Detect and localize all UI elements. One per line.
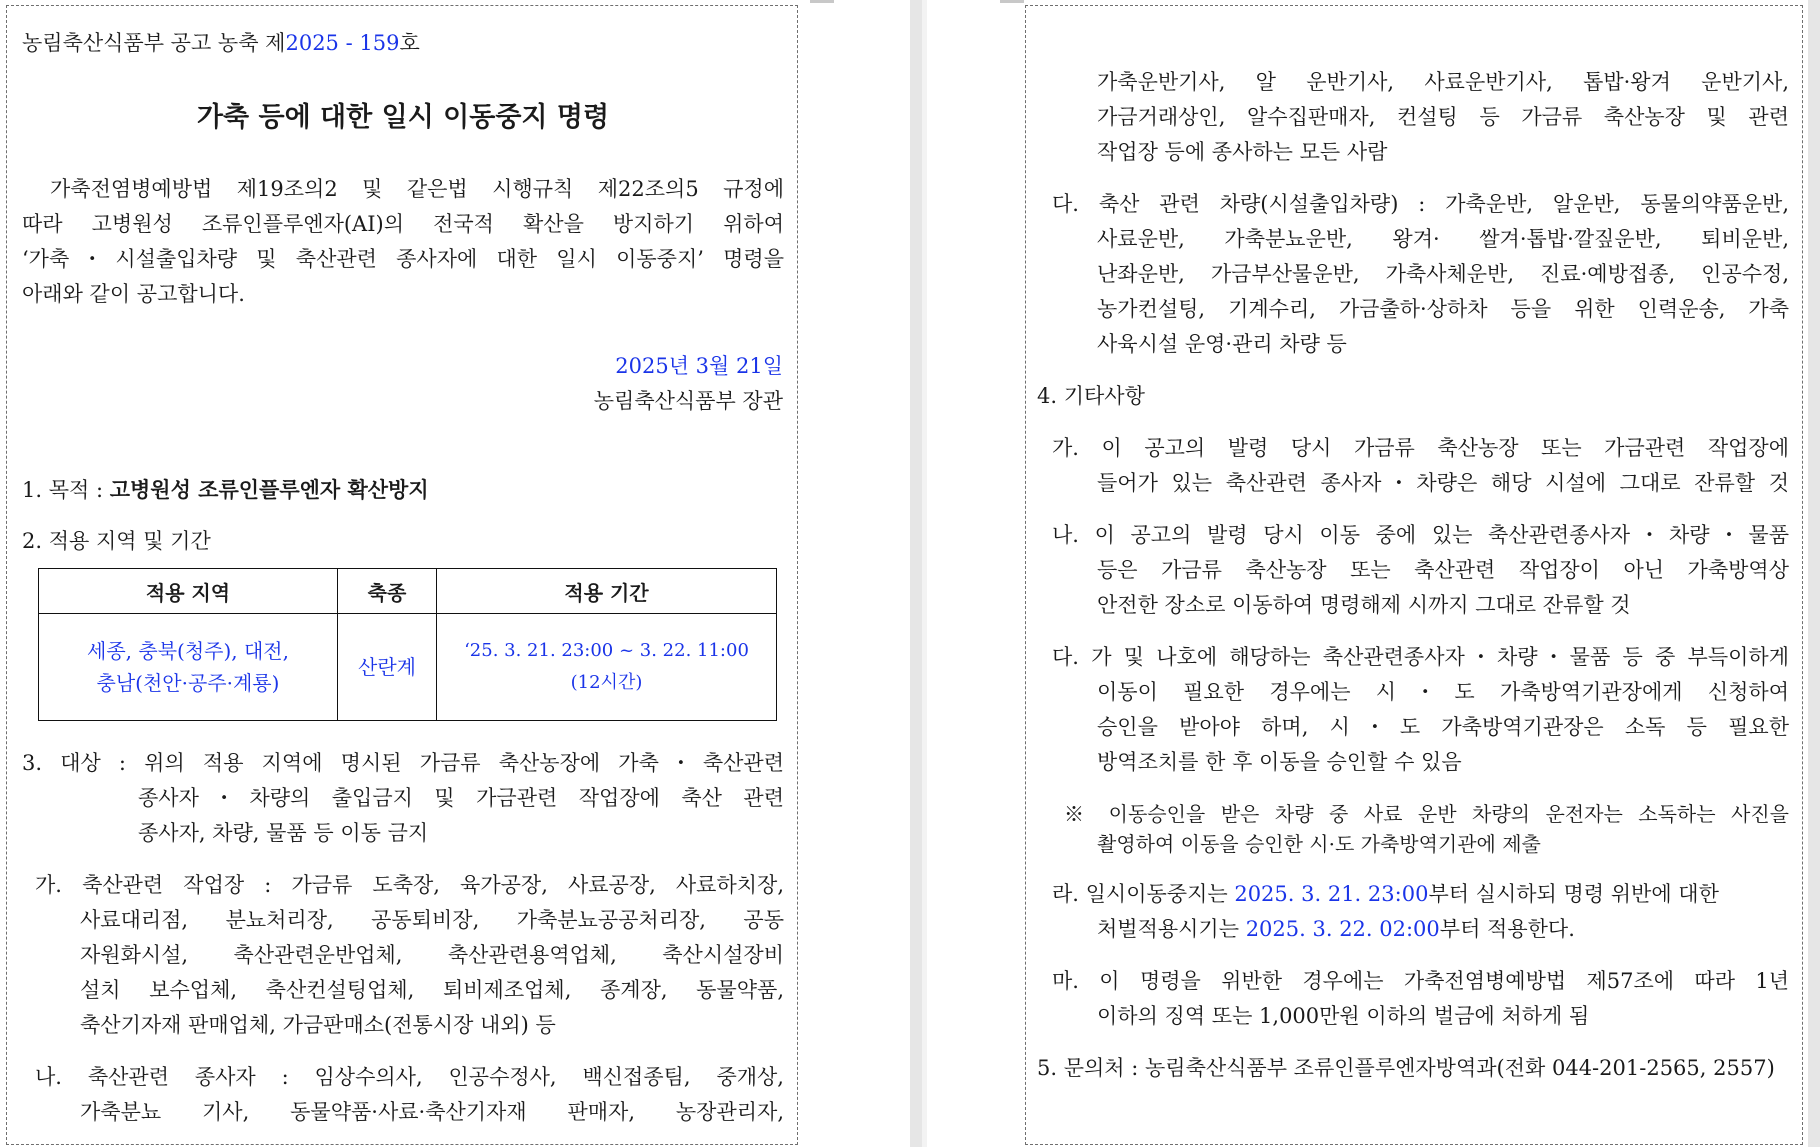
etc-heading: 4. 기타사항 bbox=[1037, 384, 1145, 408]
area-period-table bbox=[38, 568, 777, 721]
ra-line-2 bbox=[1097, 912, 1575, 947]
etc-da-line-1: 다. 가 및 나호에 해당하는 축산관련종사자・차량・물품 등 중 부득이하게 bbox=[1052, 645, 1789, 669]
vehicle-line-3: 난좌운반, 가금부산물운반, 가축사체운반, 진료·예방접종, 인공수정, bbox=[1097, 262, 1789, 286]
page-gutter-shadow bbox=[922, 0, 927, 1147]
worker-cont-line-2: 가금거래상인, 알수집판매자, 컨설팅 등 가금류 축산농장 및 관련 bbox=[1097, 105, 1789, 129]
table-cell-region bbox=[39, 614, 338, 721]
region-line-1: 세종, 충북(청주), 대전, bbox=[87, 639, 289, 663]
notice-date: 2025년 3월 21일 bbox=[615, 354, 783, 378]
ra-text-d: 부터 적용한다. bbox=[1439, 917, 1575, 941]
workplace-line-1: 가. 축산관련 작업장 : 가금류 도축장, 육가공장, 사료공장, 사료하치장, bbox=[35, 873, 784, 897]
purpose-label: 1. 목적 : bbox=[22, 478, 110, 502]
intro-line-3: ‘가축・시설출입차량 및 축산관련 종사자에 대한 일시 이동중지’ 명령을 bbox=[22, 247, 784, 271]
ma-line-1: 마. 이 명령을 위반한 경우에는 가축전염병예방법 제57조에 따라 1년 bbox=[1052, 969, 1789, 993]
worker-line-1: 나. 축산관련 종사자 : 임상수의사, 인공수정사, 백신접종팀, 중개상, bbox=[35, 1065, 784, 1089]
intro-line-1: 가축전염병예방법 제19조의2 및 같은법 시행규칙 제22조의5 규정에 bbox=[50, 177, 784, 201]
page-top-mark bbox=[1000, 0, 1024, 3]
ra-text-c: 처벌적용시기는 bbox=[1097, 917, 1246, 941]
table-cell-species: 산란계 bbox=[338, 614, 437, 721]
note-line-2: 촬영하여 이동을 승인한 시·도 가축방역기관에 제출 bbox=[1097, 832, 1541, 856]
vehicle-line-1: 다. 축산 관련 차량(시설출입차량) : 가축운반, 알운반, 동물의약품운반, bbox=[1052, 192, 1789, 216]
period-line-1: ‘25. 3. 21. 23:00 ~ 3. 22. 11:00 bbox=[464, 640, 749, 661]
ra-line-1 bbox=[1052, 877, 1789, 912]
period-line-2: (12시간) bbox=[570, 672, 643, 693]
notice-number bbox=[22, 26, 420, 61]
notice-prefix: 농림축산식품부 공고 농축 제 bbox=[22, 31, 286, 55]
purpose-line bbox=[22, 472, 429, 508]
etc-na-line-2: 등은 가금류 축산농장 또는 축산관련 작업장이 아닌 가축방역상 bbox=[1097, 558, 1789, 582]
workplace-line-4: 설치 보수업체, 축산컨설팅업체, 퇴비제조업체, 종계장, 동물약품, bbox=[80, 978, 784, 1002]
area-heading: 2. 적용 지역 및 기간 bbox=[22, 529, 211, 553]
table-cell-period bbox=[437, 614, 777, 721]
intro-line-2: 따라 고병원성 조류인플루엔자(AI)의 전국적 확산을 방지하기 위하여 bbox=[22, 212, 784, 236]
target-line-1: 3. 대상 : 위의 적용 지역에 명시된 가금류 축산농장에 가축・축산관련 bbox=[22, 751, 784, 775]
document-title: 가축 등에 대한 일시 이동중지 명령 bbox=[196, 102, 610, 133]
vehicle-line-5: 사육시설 운영·관리 차량 등 bbox=[1097, 332, 1347, 356]
region-line-2: 충남(천안·공주·계룡) bbox=[96, 671, 280, 695]
notice-signer: 농림축산식품부 장관 bbox=[593, 389, 783, 413]
ra-penalty-time: 2025. 3. 22. 02:00 bbox=[1245, 917, 1440, 941]
etc-da-line-2: 이동이 필요한 경우에는 시・도 가축방역기관장에게 신청하여 bbox=[1097, 680, 1789, 704]
table-header-region: 적용 지역 bbox=[39, 569, 338, 614]
ra-text-a: 라. 일시이동중지는 bbox=[1052, 882, 1235, 906]
worker-line-2: 가축분뇨 기사, 동물약품·사료·축산기자재 판매자, 농장관리자, bbox=[80, 1100, 784, 1124]
vehicle-line-2: 사료운반, 가축분뇨운반, 왕겨· 쌀겨·톱밥·깔짚운반, 퇴비운반, bbox=[1097, 227, 1789, 251]
target-line-2: 종사자・차량의 출입금지 및 가금관련 작업장에 축산 관련 bbox=[138, 786, 784, 810]
ra-start-time: 2025. 3. 21. 23:00 bbox=[1234, 882, 1429, 906]
etc-na-line-3: 안전한 장소로 이동하여 명령해제 시까지 그대로 잔류할 것 bbox=[1097, 593, 1631, 617]
target-line-3: 종사자, 차량, 물품 등 이동 금지 bbox=[138, 821, 429, 845]
etc-na-line-1: 나. 이 공고의 발령 당시 이동 중에 있는 축산관련종사자・차량・물품 bbox=[1052, 523, 1789, 547]
table-row bbox=[39, 614, 777, 721]
page-gutter-left bbox=[910, 0, 922, 1147]
intro-line-4: 아래와 같이 공고합니다. bbox=[22, 282, 245, 306]
vehicle-line-4: 농가컨설팅, 기계수리, 가금출하·상하차 등을 위한 인력운송, 가축 bbox=[1097, 297, 1789, 321]
page-gutter-right bbox=[1808, 0, 1820, 1147]
ma-line-2: 이하의 징역 또는 1,000만원 이하의 벌금에 처하게 됨 bbox=[1097, 1004, 1590, 1028]
contact-line: 5. 문의처 : 농림축산식품부 조류인플루엔자방역과(전화 044-201-2565, 2557) bbox=[1037, 1056, 1775, 1080]
etc-da-line-3: 승인을 받아야 하며, 시・도 가축방역기관장은 소독 등 필요한 bbox=[1097, 715, 1789, 739]
document-page-2 bbox=[1025, 5, 1803, 1145]
ra-text-b: 부터 실시하되 명령 위반에 대한 bbox=[1428, 882, 1719, 906]
table-header-period: 적용 기간 bbox=[437, 569, 777, 614]
notice-suffix: 호 bbox=[399, 31, 420, 55]
worker-cont-line-1: 가축운반기사, 알 운반기사, 사료운반기사, 톱밥·왕겨 운반기사, bbox=[1097, 70, 1789, 94]
table-header-species: 축종 bbox=[338, 569, 437, 614]
workplace-line-5: 축산기자재 판매업체, 가금판매소(전통시장 내외) 등 bbox=[80, 1013, 556, 1037]
etc-da-line-4: 방역조치를 한 후 이동을 승인할 수 있음 bbox=[1097, 750, 1462, 774]
workplace-line-2: 사료대리점, 분뇨처리장, 공동퇴비장, 가축분뇨공공처리장, 공동 bbox=[80, 908, 784, 932]
page-top-mark bbox=[810, 0, 834, 3]
workplace-line-3: 자원화시설, 축산관련운반업체, 축산관련용역업체, 축산시설장비 bbox=[80, 943, 784, 967]
note-line-1: ※ 이동승인을 받은 차량 중 사료 운반 차량의 운전자는 소독하는 사진을 bbox=[1064, 802, 1789, 826]
worker-cont-line-3: 작업장 등에 종사하는 모든 사람 bbox=[1097, 140, 1388, 164]
purpose-text: 고병원성 조류인플루엔자 확산방지 bbox=[109, 477, 429, 502]
table-header-row bbox=[39, 569, 777, 614]
etc-ga-line-2: 들어가 있는 축산관련 종사자・차량은 해당 시설에 그대로 잔류할 것 bbox=[1097, 471, 1789, 495]
etc-ga-line-1: 가. 이 공고의 발령 당시 가금류 축산농장 또는 가금관련 작업장에 bbox=[1052, 436, 1789, 460]
notice-number-value: 2025 - 159 bbox=[285, 31, 400, 55]
document-page-1 bbox=[6, 5, 798, 1145]
